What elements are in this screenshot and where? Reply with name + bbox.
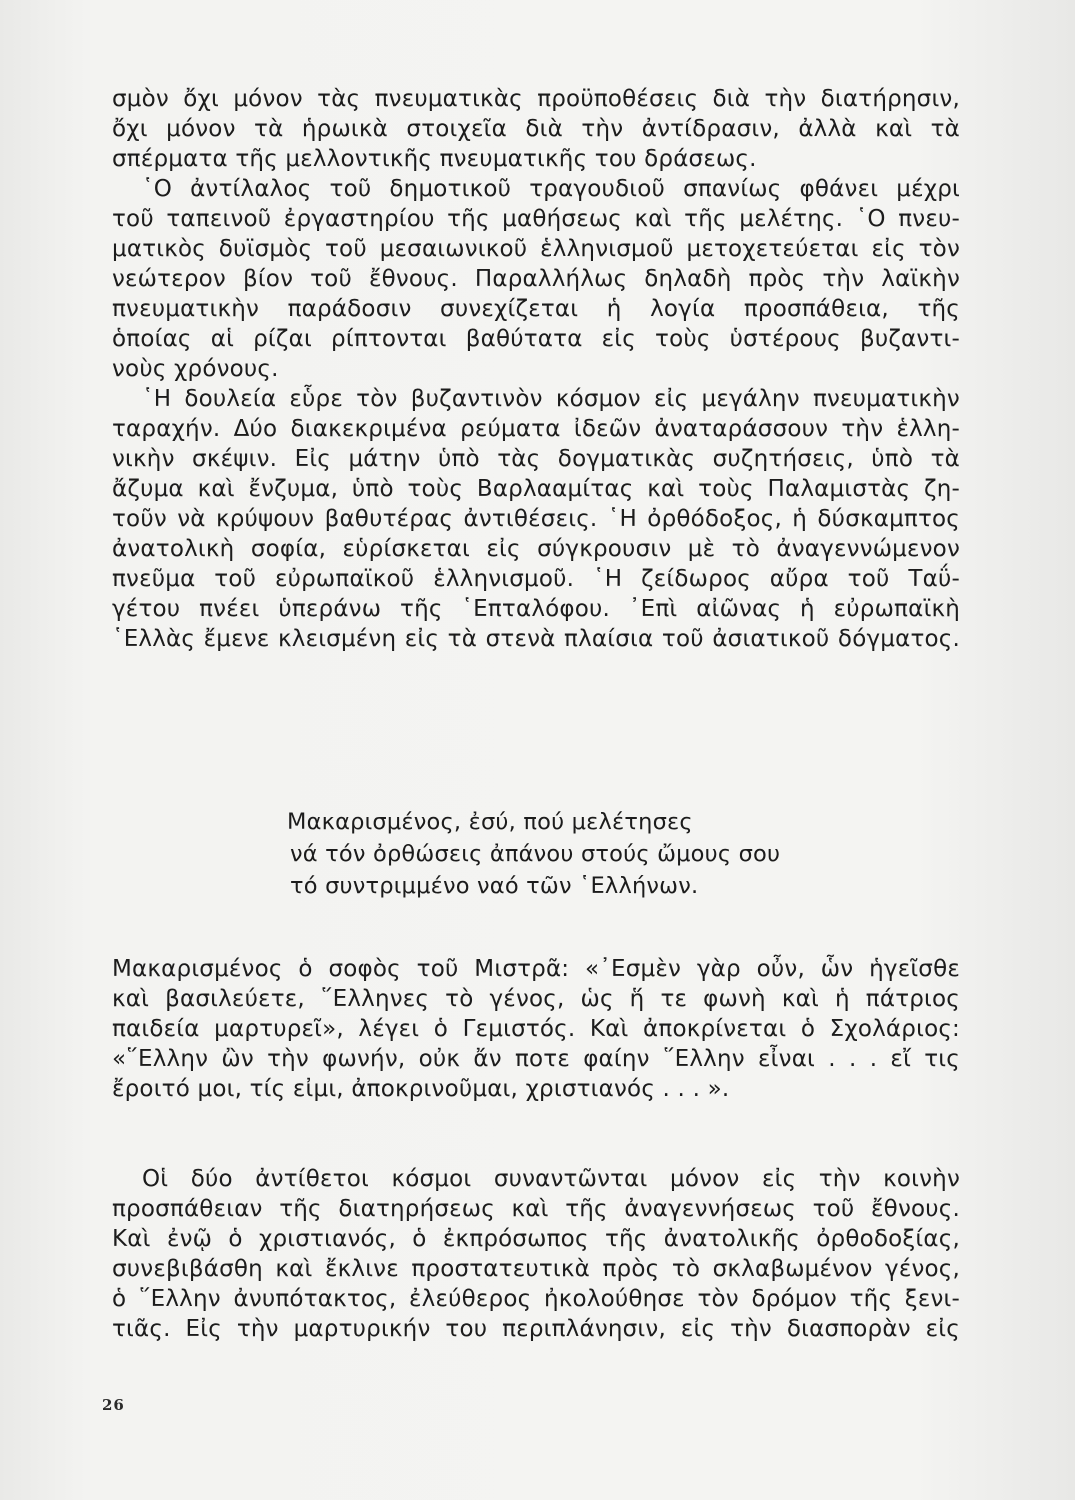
- body-line: Καὶ ἐνῷ ὁ χριστιανός, ὁ ἐκπρόσωπος τῆς ἀνατολικῆς ὀρθοδοξίας,: [112, 1226, 960, 1252]
- body-line: πνευματικὴν παράδοσιν συνεχίζεται ἡ λογία προσπάθεια, τῆς: [112, 296, 960, 322]
- body-line: ταραχήν. Δύο διακεκριμένα ρεύματα ἰδεῶν ἀναταράσσουν τὴν ἑλλη-: [112, 416, 960, 442]
- body-line: σμὸν ὄχι μόνον τὰς πνευματικὰς προϋποθέσεις διὰ τὴν διατήρησιν,: [112, 86, 960, 112]
- verse-line: νά τόν ὀρθώσεις ἀπάνου στούς ὤμους σου: [290, 841, 781, 867]
- body-line: Οἱ δύο ἀντίθετοι κόσμοι συναντῶνται μόνον εἰς τὴν κοινὴν: [142, 1166, 960, 1192]
- body-line: συνεβιβάσθη καὶ ἔκλινε προστατευτικὰ πρὸς τὸ σκλαβωμένον γένος,: [112, 1256, 960, 1282]
- body-line: ὁποίας αἱ ρίζαι ρίπτονται βαθύτατα εἰς τοὺς ὑστέρους βυζαντι-: [112, 326, 960, 352]
- quote-paragraph: [112, 954, 960, 1104]
- body-line: ῾Ο ἀντίλαλος τοῦ δημοτικοῦ τραγουδιοῦ σπανίως φθάνει μέχρι: [142, 176, 960, 202]
- body-line: παιδεία μαρτυρεῖ», λέγει ὁ Γεμιστός. Καὶ ἀποκρίνεται ὁ Σχολάριος:: [112, 1016, 960, 1042]
- main-text-block: [112, 84, 960, 654]
- body-line: ἀνατολικὴ σοφία, εὑρίσκεται εἰς σύγκρουσιν μὲ τὸ ἀναγεννώμενον: [112, 536, 960, 562]
- body-line: τιᾶς. Εἰς τὴν μαρτυρικήν του περιπλάνησιν, εἰς τὴν διασπορὰν εἰς: [112, 1316, 960, 1342]
- body-line: νοὺς χρόνους.: [112, 356, 279, 382]
- body-line: ματικὸς δυϊσμὸς τοῦ μεσαιωνικοῦ ἑλληνισμοῦ μετοχετεύεται εἰς τὸν: [112, 236, 960, 262]
- body-line: προσπάθειαν τῆς διατηρήσεως καὶ τῆς ἀναγεννήσεως τοῦ ἔθνους.: [112, 1196, 960, 1222]
- body-line: «῞Ελλην ὢν τὴν φωνήν, οὐκ ἄν ποτε φαίην ῞Ελλην εἶναι . . . εἴ τις: [112, 1046, 960, 1072]
- verse-line: τό συντριμμένο ναό τῶν ῾Ελλήνων.: [290, 873, 699, 899]
- body-line: σπέρματα τῆς μελλοντικῆς πνευματικῆς του δράσεως.: [112, 146, 757, 172]
- closing-paragraph: [112, 1164, 960, 1344]
- body-line: ῾Η δουλεία εὗρε τὸν βυζαντινὸν κόσμον εἰς μεγάλην πνευματικὴν: [142, 386, 960, 412]
- body-line: ἔροιτό μοι, τίς εἰμι, ἀποκρινοῦμαι, χριστιανός . . . ».: [112, 1076, 730, 1102]
- verse-line: Μακαρισμένος, ἐσύ, πού μελέτησες: [287, 809, 693, 835]
- verse-quotation: [287, 806, 787, 902]
- body-line: τοῦν νὰ κρύψουν βαθυτέρας ἀντιθέσεις. ῾Η ὀρθόδοξος, ἡ δύσκαμπτος: [112, 506, 960, 532]
- body-line: τοῦ ταπεινοῦ ἐργαστηρίου τῆς μαθήσεως καὶ τῆς μελέτης. ῾Ο πνευ-: [112, 206, 960, 232]
- body-line: γέτου πνέει ὑπεράνω τῆς ῾Επταλόφου. ᾿Επὶ αἰῶνας ἡ εὐρωπαϊκὴ: [112, 596, 960, 622]
- body-line: νικὴν σκέψιν. Εἰς μάτην ὑπὸ τὰς δογματικὰς συζητήσεις, ὑπὸ τὰ: [112, 446, 960, 472]
- body-line: πνεῦμα τοῦ εὐρωπαϊκοῦ ἑλληνισμοῦ. ῾Η ζείδωρος αὔρα τοῦ Ταΰ-: [112, 566, 960, 592]
- body-line: νεώτερον βίον τοῦ ἔθνους. Παραλλήλως δηλαδὴ πρὸς τὴν λαϊκὴν: [112, 266, 960, 292]
- body-line: ὄχι μόνον τὰ ἡρωικὰ στοιχεῖα διὰ τὴν ἀντίδρασιν, ἀλλὰ καὶ τὰ: [112, 116, 960, 142]
- body-line: ῾Ελλὰς ἔμενε κλεισμένη εἰς τὰ στενὰ πλαίσια τοῦ ἀσιατικοῦ δόγματος.: [112, 626, 960, 652]
- page-number: 26: [102, 1396, 125, 1414]
- body-line: Μακαρισμένος ὁ σοφὸς τοῦ Μιστρᾶ: «᾿Εσμὲν γὰρ οὖν, ὧν ἡγεῖσθε: [112, 956, 960, 982]
- body-line: ὁ ῞Ελλην ἀνυπότακτος, ἐλεύθερος ἠκολούθησε τὸν δρόμον τῆς ξενι-: [112, 1286, 960, 1312]
- body-line: καὶ βασιλεύετε, ῞Ελληνες τὸ γένος, ὡς ἥ τε φωνὴ καὶ ἡ πάτριος: [112, 986, 960, 1012]
- body-line: ἄζυμα καὶ ἔνζυμα, ὑπὸ τοὺς Βαρλααμίτας καὶ τοὺς Παλαμιστὰς ζη-: [112, 476, 960, 502]
